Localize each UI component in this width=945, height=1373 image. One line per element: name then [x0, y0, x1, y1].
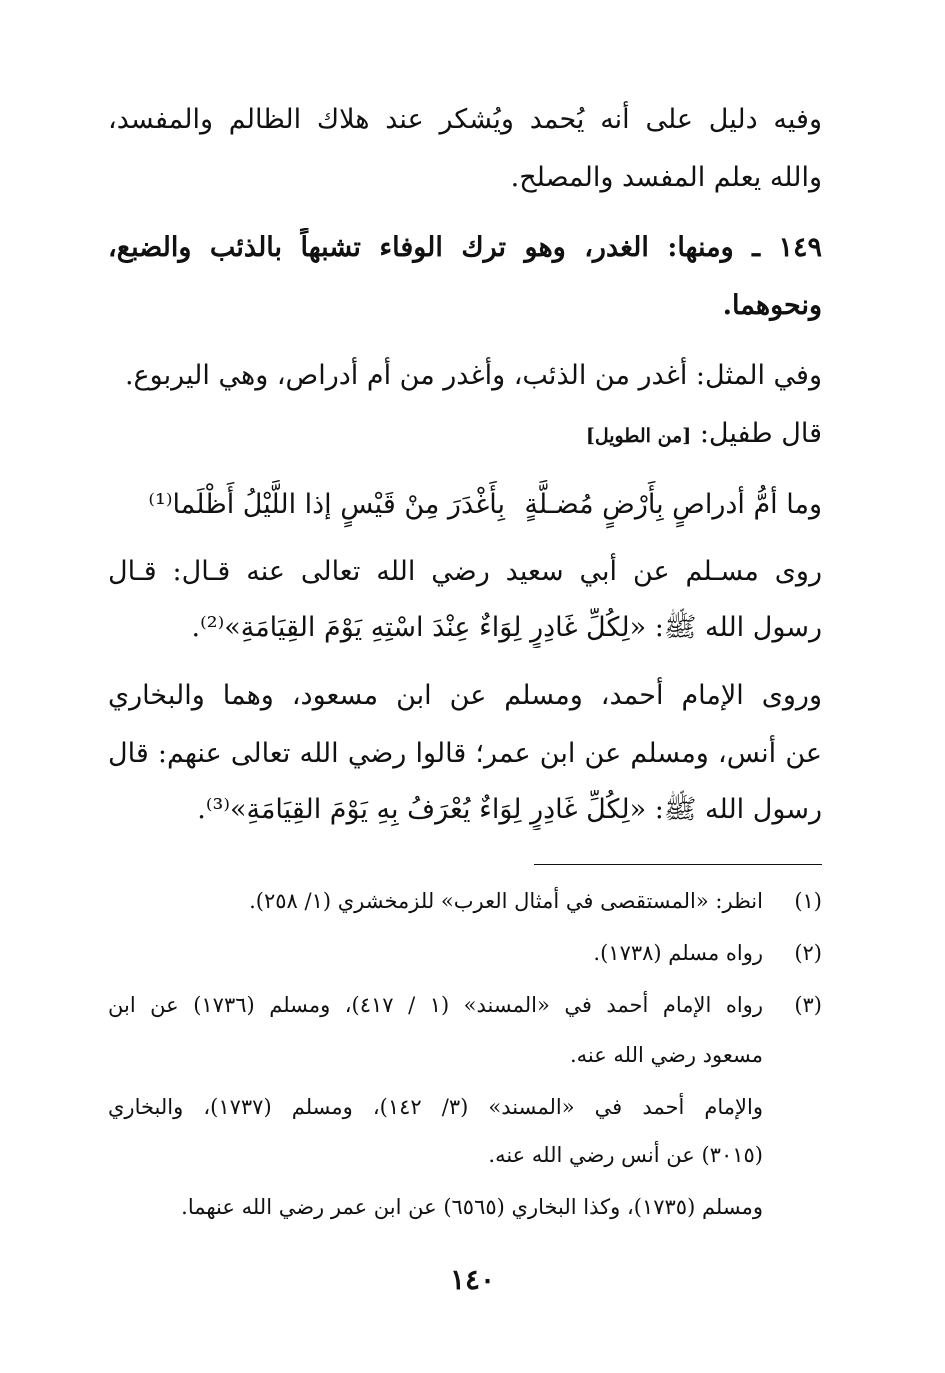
footnote-1-text: انظر: «المستقصى في أمثال العرب» للزمخشري (١/ ٢٥٨). — [249, 889, 763, 913]
poet-attribution — [108, 414, 822, 456]
paragraph-1-line-2: والله يعلم المفسد والمصلح. — [510, 162, 822, 193]
paragraph-6-line-1: وروى الإمام أحمد، ومسلم عن ابن مسعود، وهما والبخاري — [108, 680, 822, 711]
paragraph-6-line-2: عن أنس، ومسلم عن ابن عمر؛ قالوا رضي الله تعالى عنهم: قال — [108, 738, 822, 769]
verse-first-hemistich: وما أمُّ أدراصٍ بِأَرْضٍ مُضـلَّةٍ — [524, 489, 822, 520]
footnote-1-marker: (١) — [794, 889, 822, 913]
paragraph-5-line-2: رسول الله ﷺ: «لِكُلِّ غَادِرٍ لِوَاءٌ عِنْدَ اسْتِهِ يَوْمَ القِيَامَةِ»⁽²⁾. — [191, 612, 822, 643]
footnote-3-line-3: والإمام أحمد في «المسند» (٣/ ١٤٢)، ومسلم (١٧٣٧)، والبخاري — [108, 1095, 763, 1119]
footnote-divider — [534, 864, 822, 865]
footnote-3-line-1: رواه الإمام أحمد في «المسند» (١ / ٤١٧)، ومسلم (١٧٣٦) عن ابن — [108, 993, 763, 1017]
verse-second-hemistich: بِأَغْدَرَ مِنْ قَيْسٍ إذا اللَّيْلُ أَظْلَما⁽¹⁾ — [148, 489, 505, 520]
footnote-3-line-5: ومسلم (١٧٣٥)، وكذا البخاري (٦٥٦٥) عن ابن عمر رضي الله عنهما. — [181, 1195, 763, 1219]
page-number: ١٤٠ — [449, 1263, 496, 1296]
footnote-3-marker: (٣) — [794, 993, 822, 1017]
footnote-3-line-2: مسعود رضي الله عنه. — [569, 1043, 763, 1067]
footnote-2-marker: (٢) — [794, 941, 822, 965]
paragraph-2-line-2: ونحوهما. — [722, 290, 822, 321]
paragraph-5-line-1: روى مسـلم عن أبي سعيد رضي الله تعالى عنه قـال: قـال — [108, 556, 822, 587]
paragraph-2-line-1: ١٤٩ ـ ومنها: الغدر، وهو ترك الوفاء تشبهاً بالذئب والضبع، — [108, 232, 822, 263]
footnote-2-text: رواه مسلم (١٧٣٨). — [593, 941, 763, 965]
paragraph-1-line-1: وفيه دليل على أنه يُحمد ويُشكر عند هلاك الظالم والمفسد، — [108, 104, 822, 135]
poet-name: قال طفيل: — [699, 418, 822, 449]
poetic-meter: [من الطويل] — [585, 425, 692, 447]
paragraph-6-line-3: رسول الله ﷺ: «لِكُلِّ غَادِرٍ لِوَاءٌ يُعْرَفُ بِهِ يَوْمَ القِيَامَةِ»⁽³⁾. — [197, 794, 822, 825]
paragraph-3-line-1: وفي المثل: أغدر من الذئب، وأغدر من أم أدراص، وهي اليربوع. — [124, 360, 822, 391]
footnote-3-line-4: (٣٠١٥) عن أنس رضي الله عنه. — [488, 1143, 763, 1167]
